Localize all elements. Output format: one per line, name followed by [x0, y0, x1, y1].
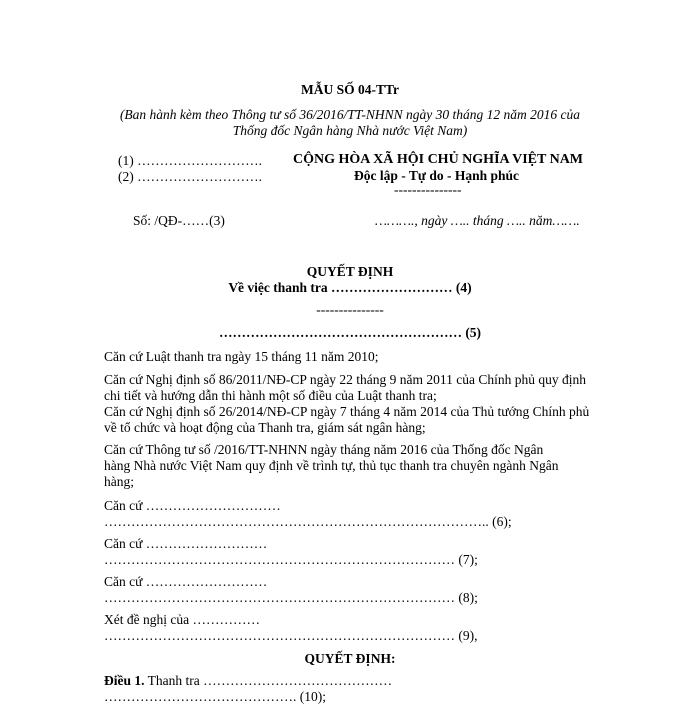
ground-line: hàng Nhà nước Việt Nam quy định về trình tự, thủ tục thanh tra chuyên ngành Ngân	[104, 458, 559, 473]
ground-line: Căn cứ Nghị định số 26/2014/NĐ-CP ngày 7 tháng 4 năm 2014 của Thủ tướng Chính phủ	[104, 404, 590, 419]
decision-heading: QUYẾT ĐỊNH:	[304, 651, 396, 666]
decision-subject: Về việc thanh tra ……………………… (4)	[228, 280, 472, 295]
issuing-authority: ……………………………………………… (5)	[218, 325, 482, 340]
issued-line-1: (Ban hành kèm theo Thông tư số 36/2016/TT-NHNN ngày 30 tháng 12 năm 2016 của	[119, 107, 581, 122]
ground-line: …………………………………………………………………… (7);	[104, 552, 478, 567]
ground-line: Căn cứ ………………………	[104, 574, 268, 589]
ground-line: về tổ chức và hoạt động của Thanh tra, giám sát ngân hàng;	[104, 420, 426, 435]
motto: Độc lập - Tự do - Hạnh phúc	[354, 168, 520, 183]
ground-line: ………………………………………………………………………….. (6);	[104, 514, 512, 529]
ground-line: Xét đề nghị của ……………	[104, 612, 260, 627]
decision-title: QUYẾT ĐỊNH	[306, 264, 394, 279]
ground-line: …………………………………………………………………… (9),	[104, 628, 478, 643]
place-date: ………., ngày ….. tháng ….. năm…….	[375, 213, 580, 228]
ground-line: …………………………………………………………………… (8);	[104, 590, 478, 605]
article-1	[104, 673, 392, 689]
ground-line: Căn cứ Thông tư số /2016/TT-NHNN ngày tháng năm 2016 của Thống đốc Ngân	[104, 442, 544, 457]
country-name: CỘNG HÒA XÃ HỘI CHỦ NGHĨA VIỆT NAM	[293, 152, 584, 167]
issued-line-2: Thống đốc Ngân hàng Nhà nước Việt Nam)	[232, 123, 468, 138]
form-title: MẪU SỐ 04-TTr	[301, 82, 399, 97]
agency-line-2: (2) ……………………….	[118, 169, 262, 184]
decision-number: Số: /QĐ-……(3)	[133, 213, 225, 228]
article-1-label: Điều 1.	[104, 673, 145, 688]
article-1-line-2: ……………………………………. (10);	[104, 689, 326, 704]
ground-line: Căn cứ Luật thanh tra ngày 15 tháng 11 năm 2010;	[104, 349, 379, 364]
ground-line: hàng;	[104, 474, 134, 489]
article-1-text: Thanh tra ……………………………………	[144, 673, 393, 688]
ground-line: Căn cứ Nghị định số 86/2011/NĐ-CP ngày 22 tháng 9 năm 2011 của Chính phủ quy định	[104, 372, 587, 387]
subject-divider: ---------------	[316, 302, 384, 317]
ground-line: Căn cứ ………………………	[104, 536, 268, 551]
motto-divider: ---------------	[394, 182, 462, 197]
ground-line: Căn cứ …………………………	[104, 498, 281, 513]
ground-line: chi tiết và hướng dẫn thi hành một số điều của Luật thanh tra;	[104, 388, 437, 403]
agency-line-1: (1) ……………………….	[118, 153, 262, 168]
